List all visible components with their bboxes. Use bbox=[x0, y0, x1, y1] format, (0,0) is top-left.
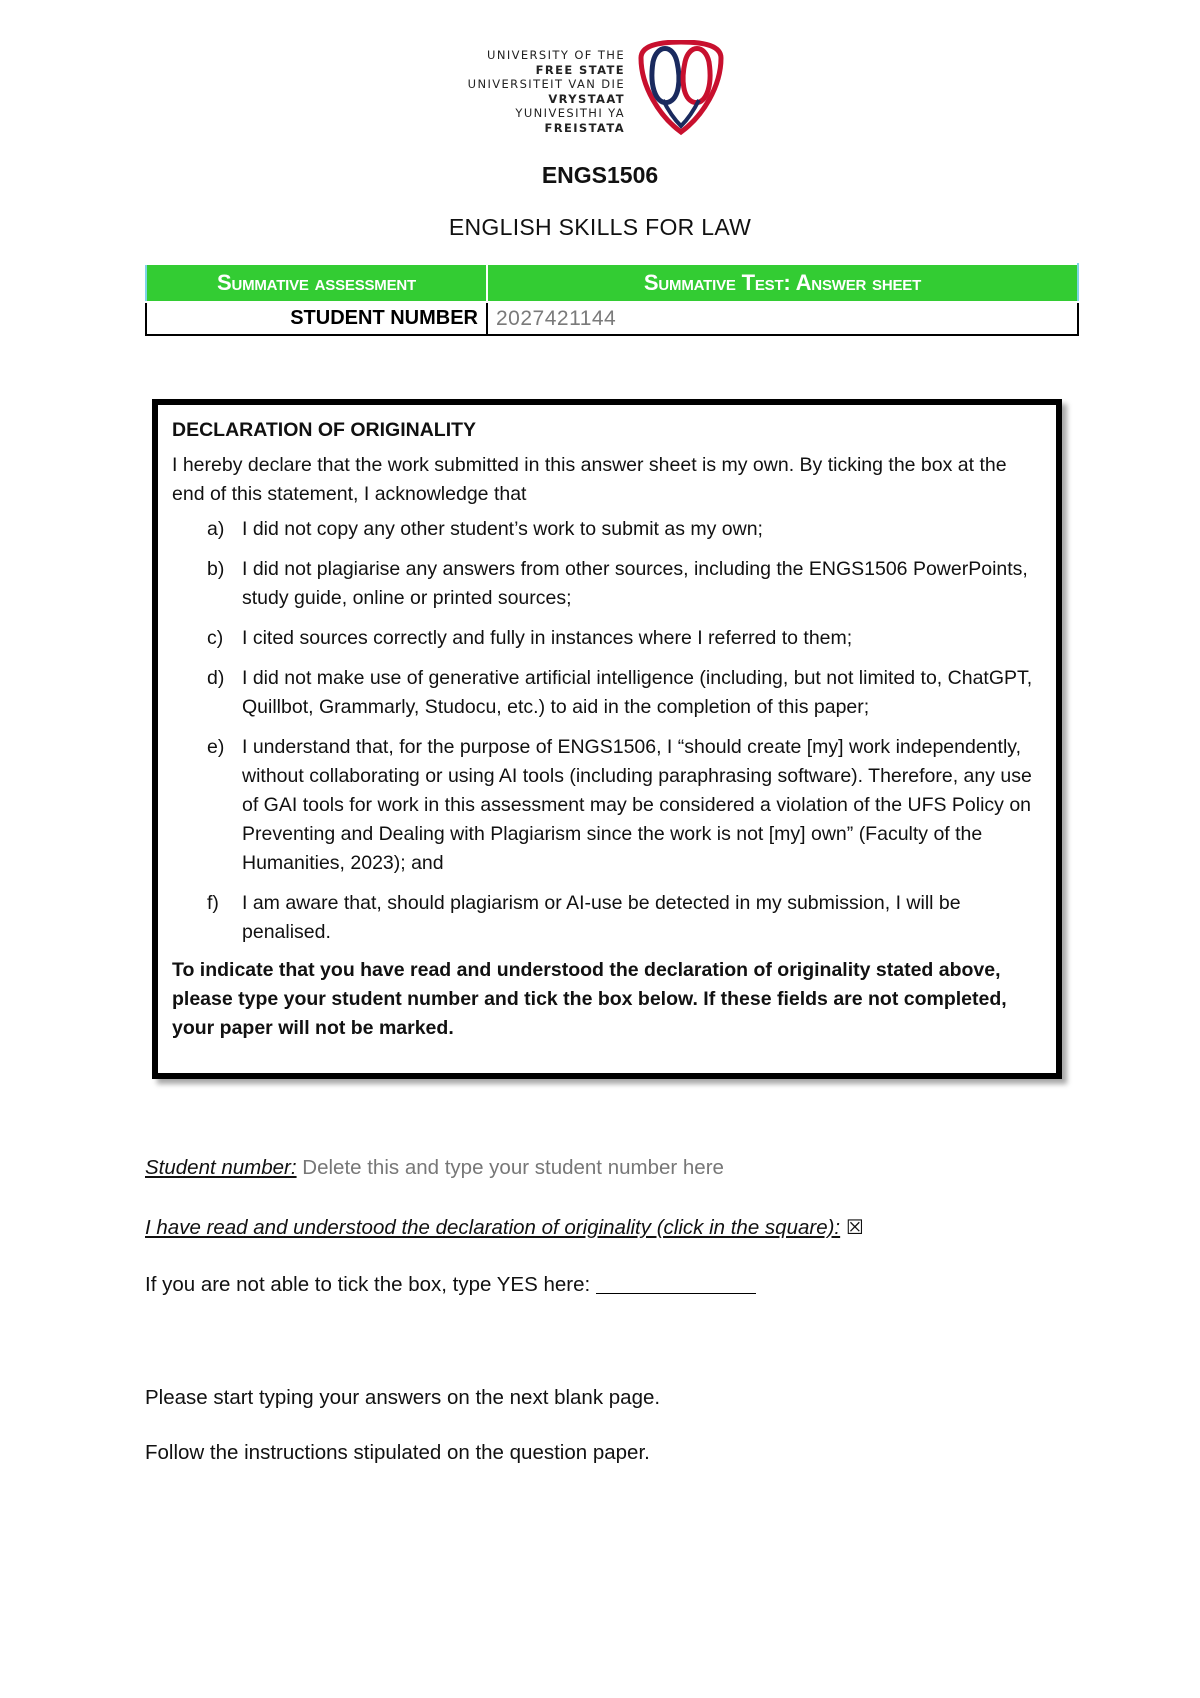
list-letter: d) bbox=[207, 667, 225, 689]
student-number-field[interactable]: Delete this and type your student number here bbox=[302, 1156, 724, 1179]
logo-line: VRYSTAAT bbox=[548, 91, 625, 106]
yes-input-blank[interactable] bbox=[596, 1293, 756, 1294]
logo-line: FREE STATE bbox=[535, 62, 625, 77]
list-item bbox=[172, 889, 1040, 947]
logo-line: FREISTATA bbox=[544, 120, 625, 135]
list-letter: c) bbox=[207, 627, 224, 649]
student-number-value[interactable]: 2027421144 bbox=[487, 302, 1078, 335]
start-note: Please start typing your answers on the next blank page. bbox=[145, 1386, 661, 1409]
assessment-title-header: Summative Test: Answer sheet bbox=[487, 264, 1078, 302]
logo-line: UNIVERSITEIT VAN DIE bbox=[467, 77, 625, 92]
list-item bbox=[172, 733, 1040, 878]
list-text: I did not make use of generative artificial intelligence (including, but not limited to, ChatGPT, Quillbot, Grammarly, Studocu, etc.) to aid in the completion of this paper; bbox=[242, 667, 1033, 718]
list-item bbox=[172, 555, 1040, 613]
assessment-type-header: Summative assessment bbox=[146, 264, 487, 302]
follow-note: Follow the instructions stipulated on the question paper. bbox=[145, 1441, 650, 1464]
declaration-box bbox=[152, 399, 1062, 1079]
list-text: I cited sources correctly and fully in instances where I referred to them; bbox=[242, 627, 853, 649]
list-letter: a) bbox=[207, 518, 225, 540]
declaration-confirm-line bbox=[145, 1215, 864, 1240]
list-text: I am aware that, should plagiarism or AI-use be detected in my submission, I will be penalised. bbox=[242, 892, 961, 943]
logo-line: YUNIVESITHI YA bbox=[515, 106, 625, 121]
student-number-field-label: Student number: bbox=[145, 1156, 297, 1179]
declaration-instruction: To indicate that you have read and understood the declaration of originality stated above, please type your student number and tick the box below. If these fields are not completed, your paper will not be marked. bbox=[172, 959, 1007, 1039]
declaration-intro: I hereby declare that the work submitted in this answer sheet is my own. By ticking the box at the end of this statement, I acknowledge that bbox=[172, 454, 1007, 505]
student-number-row bbox=[146, 302, 1078, 335]
list-letter: f) bbox=[207, 892, 219, 914]
list-letter: e) bbox=[207, 736, 225, 758]
student-number-line bbox=[145, 1156, 724, 1180]
table-header-row bbox=[146, 264, 1078, 302]
list-text: I did not copy any other student’s work to submit as my own; bbox=[242, 518, 763, 540]
list-text: I understand that, for the purpose of ENGS1506, I “should create [my] work independently, without collaborating or using AI tools (including paraphrasing software). Therefore, any use of GAI tools for work in this assessment may be considered a violation of the UFS Policy on Preventing and Dealing with Plagiarism since the work is not [my] own” (Faculty of the Humanities, 2023); and bbox=[242, 736, 1032, 874]
list-item bbox=[172, 664, 1040, 722]
ufs-shield-icon bbox=[633, 40, 729, 136]
declaration-confirm-label: I have read and understood the declaration of originality (click in the square): bbox=[145, 1216, 841, 1239]
university-logo bbox=[455, 40, 745, 138]
yes-fallback-line bbox=[145, 1273, 756, 1297]
declaration-list bbox=[172, 515, 1040, 947]
declaration-checkbox[interactable]: ☒ bbox=[845, 1215, 864, 1239]
assessment-info-table bbox=[145, 263, 1079, 336]
list-text: I did not plagiarise any answers from other sources, including the ENGS1506 PowerPoints, study guide, online or printed sources; bbox=[242, 558, 1028, 609]
list-letter: b) bbox=[207, 558, 225, 580]
declaration-title: DECLARATION OF ORIGINALITY bbox=[172, 419, 477, 441]
logo-wordmark bbox=[455, 48, 625, 136]
course-name: ENGLISH SKILLS FOR LAW bbox=[448, 214, 752, 240]
course-code: ENGS1506 bbox=[541, 162, 659, 188]
logo-line: UNIVERSITY OF THE bbox=[487, 48, 625, 62]
list-item bbox=[172, 515, 1040, 544]
student-number-label: STUDENT NUMBER bbox=[146, 302, 487, 335]
list-item bbox=[172, 624, 1040, 653]
yes-fallback-label: If you are not able to tick the box, type YES here: bbox=[145, 1273, 591, 1296]
